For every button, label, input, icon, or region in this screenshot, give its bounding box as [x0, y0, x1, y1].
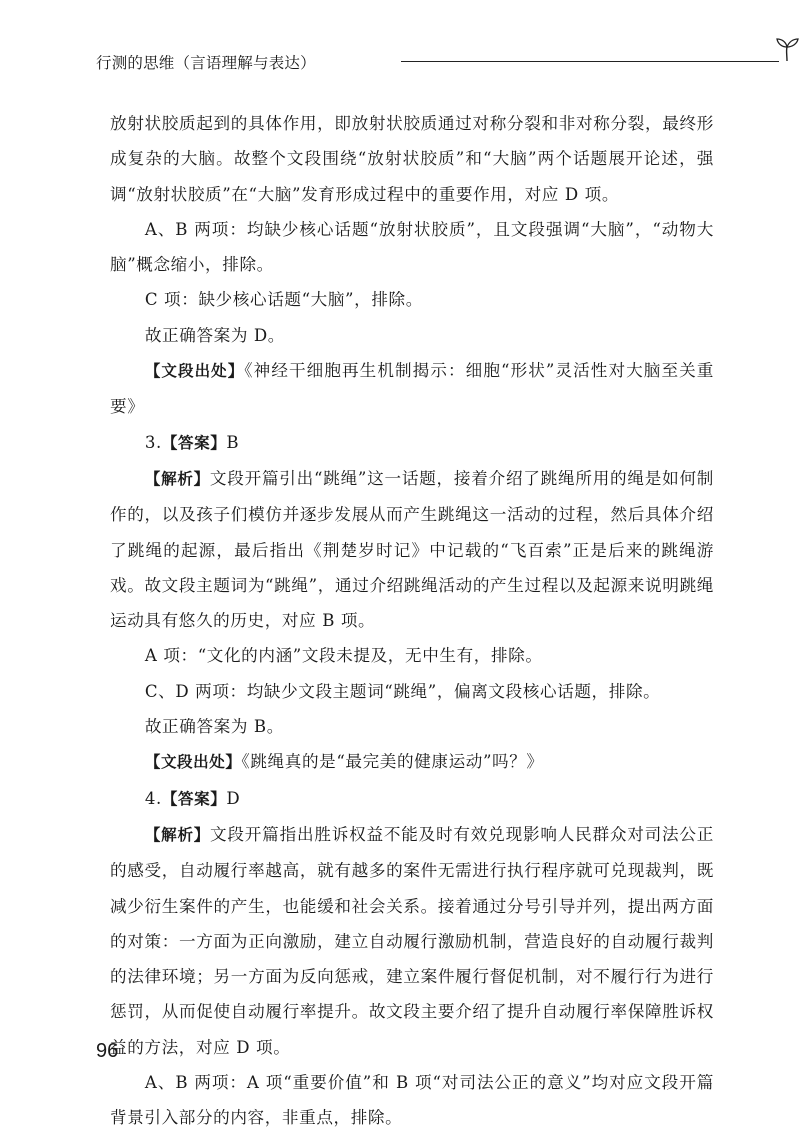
answer-tag: 【答案】	[161, 433, 227, 452]
source-title: 《神经干细胞再生机制揭示：细胞“形状”灵活性对大脑至关重要》	[110, 361, 714, 417]
header-rule	[401, 61, 779, 62]
book-title: 行测的思维（言语理解与表达）	[96, 51, 324, 73]
analysis-tag: 【解析】	[144, 825, 211, 844]
answer-letter: B	[226, 432, 240, 452]
question-answer-line	[110, 781, 714, 817]
source-tag: 【文段出处】	[144, 753, 242, 772]
page-body	[110, 106, 714, 1136]
paragraph: 放射状胶质起到的具体作用，即放射状胶质通过对称分裂和非对称分裂，最终形成复杂的大脑。故整个文段围绕“放射状胶质”和“大脑”两个话题展开论述，强调“放射状胶质”在“大脑”发育形成过程中的重要作用，对应 D 项。	[110, 114, 714, 204]
source-line	[110, 353, 714, 425]
analysis-text: 文段开篇指出胜诉权益不能及时有效兑现影响人民群众对司法公正的感受，自动履行率越高，就有越多的案件无需进行执行程序就可兑现裁判，既减少衍生案件的产生，也能缓和社会关系。接着通过分号引导并列，提出两方面的对策：一方面为正向激励，建立自动履行激励机制，营造良好的自动履行裁判的法律环境；另一方面为反向惩戒，建立案件履行督促机制，对不履行行为进行惩罚，从而促使自动履行率提升。故文段主要介绍了提升自动履行率保障胜诉权益的方法，对应 D 项。	[110, 824, 714, 1057]
sprout-icon	[774, 35, 800, 67]
source-line	[110, 744, 714, 780]
paragraph: 故正确答案为 B。	[144, 717, 284, 737]
source-tag: 【文段出处】	[144, 362, 245, 381]
paragraph: A、B 两项：均缺少核心话题“放射状胶质”，且文段强调“大脑”，“动物大脑”概念缩小，排除。	[110, 219, 714, 275]
source-title: 《跳绳真的是“最完美的健康运动”吗？》	[241, 752, 544, 772]
question-number: 4.	[144, 788, 162, 808]
paragraph: A、B 两项：A 项“重要价值”和 B 项“对司法公正的意义”均对应文段开篇背景引入部分的内容，非重点，排除。	[110, 1073, 714, 1128]
analysis-tag: 【解析】	[144, 469, 210, 488]
page-number: 96	[96, 1040, 119, 1062]
running-header	[96, 47, 716, 73]
paragraph: C 项：缺少核心话题“大脑”，排除。	[144, 290, 423, 310]
paragraph: 故正确答案为 D。	[144, 325, 285, 345]
paragraph: A 项：“文化的内涵”文段未提及，无中生有，排除。	[144, 646, 543, 666]
question-answer-line	[110, 425, 714, 461]
analysis-paragraph	[110, 461, 714, 638]
analysis-text: 文段开篇引出“跳绳”这一话题，接着介绍了跳绳所用的绳是如何制作的，以及孩子们模仿并逐步发展从而产生跳绳这一活动的过程，然后具体介绍了跳绳的起源，最后指出《荆楚岁时记》中记载的“飞百索”正是后来的跳绳游戏。故文段主题词为“跳绳”，通过介绍跳绳活动的产生过程以及起源来说明跳绳运动具有悠久的历史，对应 B 项。	[110, 468, 714, 631]
answer-tag: 【答案】	[161, 789, 227, 808]
question-number: 3.	[144, 432, 162, 452]
answer-letter: D	[226, 788, 241, 808]
analysis-paragraph	[110, 817, 714, 1065]
paragraph: C、D 两项：均缺少文段主题词“跳绳”，偏离文段核心话题，排除。	[144, 681, 661, 701]
